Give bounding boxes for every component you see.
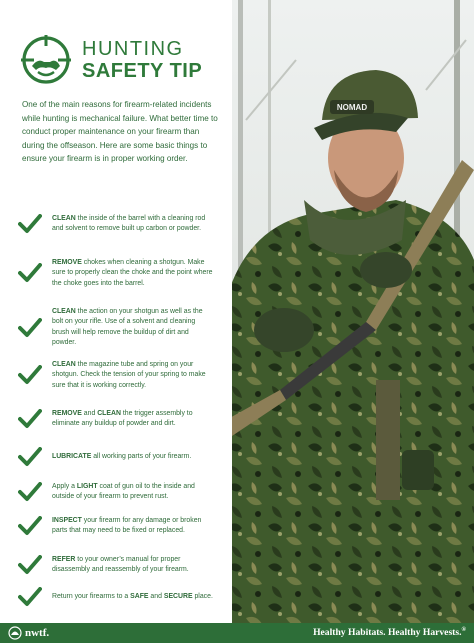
tip-text: INSPECT your firearm for any damage or broken parts that may need to be fixed or replaced. <box>52 517 202 535</box>
tip-item <box>18 409 226 430</box>
cap-logo-text: NOMAD <box>336 103 368 112</box>
tip-text: CLEAN the action on your shotgun as well as the bolt on your rifle. Use of a solvent and cleaning brush will help remove the buildup of dirt and powder. <box>52 308 203 346</box>
tip-item <box>18 447 226 467</box>
hunter-photo-illustration <box>226 0 474 623</box>
tip-item <box>18 555 226 576</box>
checkmark-icon <box>18 555 42 575</box>
title-block <box>82 38 202 82</box>
tip-text: CLEAN the inside of the barrel with a cleaning rod and solvent to remove built up carbon or powder. <box>52 215 206 233</box>
crosshair-hands-icon <box>20 34 72 86</box>
tip-item <box>18 307 226 348</box>
tip-text: REMOVE chokes when cleaning a shotgun. Make sure to properly clean the choke and the point where the choke goes into the barrel. <box>52 259 213 287</box>
intro-paragraph: One of the main reasons for firearm-related incidents while hunting is mechanical failure. What better time to conduct proper maintenance on your firearm than during the offseason. Here are some basic things to ensure your firearm is in proper working order. <box>22 100 218 164</box>
checkmark-icon <box>18 214 42 234</box>
checkmark-icon <box>18 318 42 338</box>
footer-tagline: Healthy Habitats. Healthy Harvests.® <box>313 627 466 639</box>
footer <box>0 623 474 643</box>
tip-text: Return your firearms to a SAFE and SECURE place. <box>52 592 213 600</box>
title-line-2: SAFETY TIP <box>82 60 203 82</box>
checkmark-icon <box>18 263 42 283</box>
tip-item <box>18 516 226 537</box>
title-line-1: HUNTING <box>82 38 184 60</box>
checkmark-icon <box>18 482 42 502</box>
tip-text: LUBRICATE all working parts of your firearm. <box>52 452 192 460</box>
checkmark-icon <box>18 587 42 607</box>
checkmark-icon <box>18 516 42 536</box>
hunter-photo <box>226 0 474 623</box>
content-panel <box>0 0 232 623</box>
tip-text: REFER to your owner’s manual for proper disassembly and reassembly of your firearm. <box>52 556 189 574</box>
tip-item <box>18 360 226 391</box>
tip-item <box>18 258 226 289</box>
checkmark-icon <box>18 447 42 467</box>
tip-text: CLEAN the magazine tube and spring on your shotgun. Check the tension of your spring to make sure that it is working correctly. <box>52 361 206 389</box>
turkey-icon <box>8 626 22 640</box>
nwtf-logo-text: nwtf. <box>25 627 50 639</box>
tip-item <box>18 214 226 235</box>
checkmark-icon <box>18 365 42 385</box>
header <box>20 34 202 86</box>
tip-item <box>18 482 226 503</box>
tip-text: REMOVE and CLEAN the trigger assembly to eliminate any buildup of powder and dirt. <box>52 410 193 428</box>
tip-text: Apply a LIGHT coat of gun oil to the inside and outside of your firearm to prevent rust. <box>52 483 195 501</box>
tip-item <box>18 587 226 607</box>
nwtf-logo[interactable] <box>8 626 49 640</box>
checkmark-icon <box>18 409 42 429</box>
